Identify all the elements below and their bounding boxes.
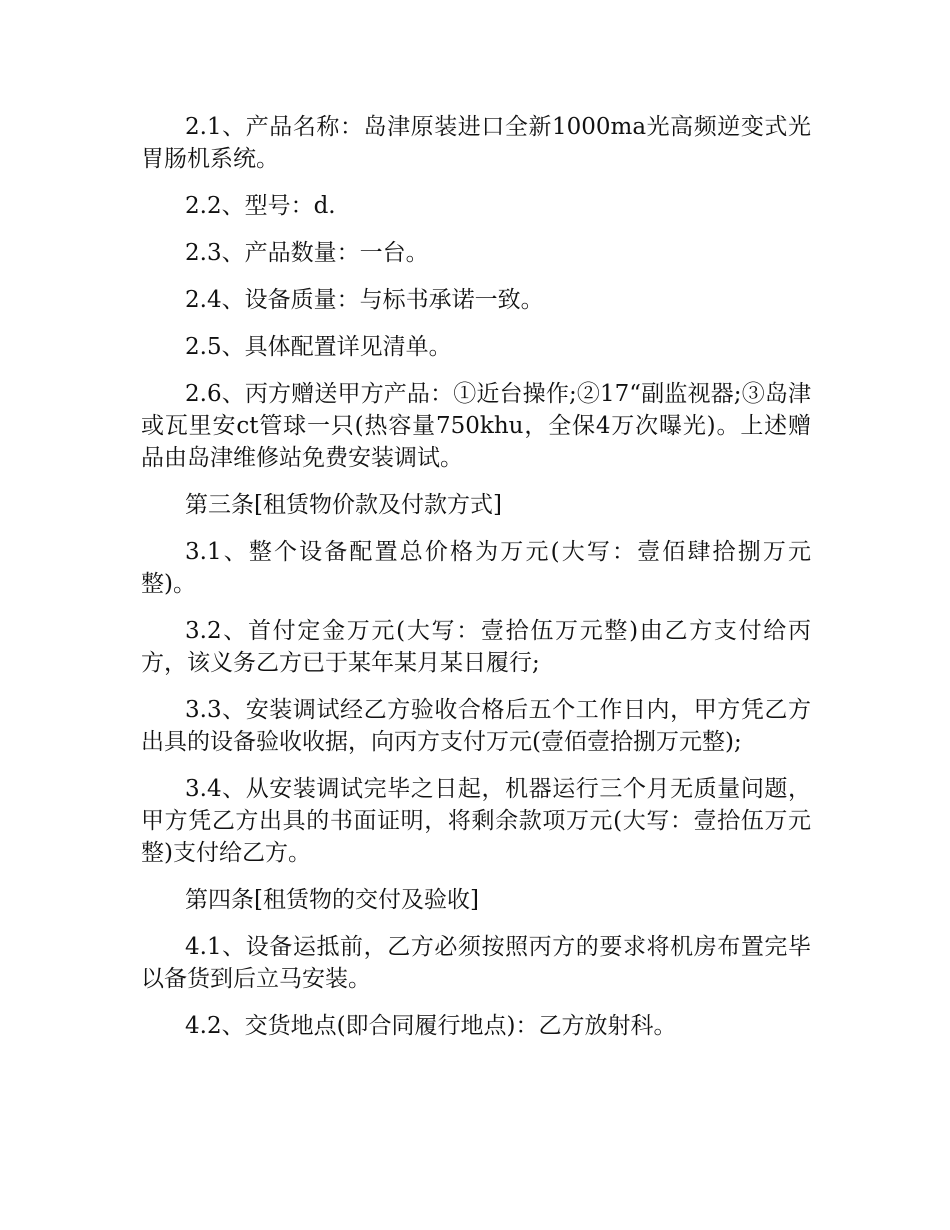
clause-2-6: 2.6、丙方赠送甲方产品：①近台操作;②17“副监视器;③岛津或瓦里安ct管球一只(热容量750khu，全保4万次曝光)。上述赠品由岛津维修站免费安装调试。: [141, 381, 811, 471]
clause-4-2: 4.2、交货地点(即合同履行地点)：乙方放射科。: [185, 1013, 677, 1039]
article-4-heading: 第四条[租赁物的交付及验收]: [185, 887, 479, 913]
clause-3-4: 3.4、从安装调试完毕之日起，机器运行三个月无质量问题，甲方凭乙方出具的书面证明，将剩余款项万元(大写：壹拾伍万元整)支付给乙方。: [141, 776, 811, 866]
clause-2-3: 2.3、产品数量：一台。: [185, 240, 429, 266]
clause-3-2: 3.2、首付定金万元(大写：壹拾伍万元整)由乙方支付给丙方，该义务乙方已于某年某月某日履行;: [141, 618, 811, 676]
clause-3-3: 3.3、安装调试经乙方验收合格后五个工作日内，甲方凭乙方出具的设备验收收据，向丙方支付万元(壹佰壹拾捌万元整);: [141, 697, 811, 755]
clause-4-1: 4.1、设备运抵前，乙方必须按照丙方的要求将机房布置完毕以备货到后立马安装。: [141, 934, 811, 992]
clause-3-1: 3.1、整个设备配置总价格为万元(大写：壹佰肆拾捌万元整)。: [141, 539, 811, 597]
article-3-heading: 第三条[租赁物价款及付款方式]: [185, 492, 502, 518]
document-body: [141, 111, 811, 1057]
clause-2-1: 2.1、产品名称：岛津原装进口全新1000ma光高频逆变式光胃肠机系统。: [141, 114, 811, 172]
clause-2-4: 2.4、设备质量：与标书承诺一致。: [185, 287, 544, 313]
clause-2-2: 2.2、型号：d.: [185, 193, 336, 219]
clause-2-5: 2.5、具体配置详见清单。: [185, 334, 452, 360]
